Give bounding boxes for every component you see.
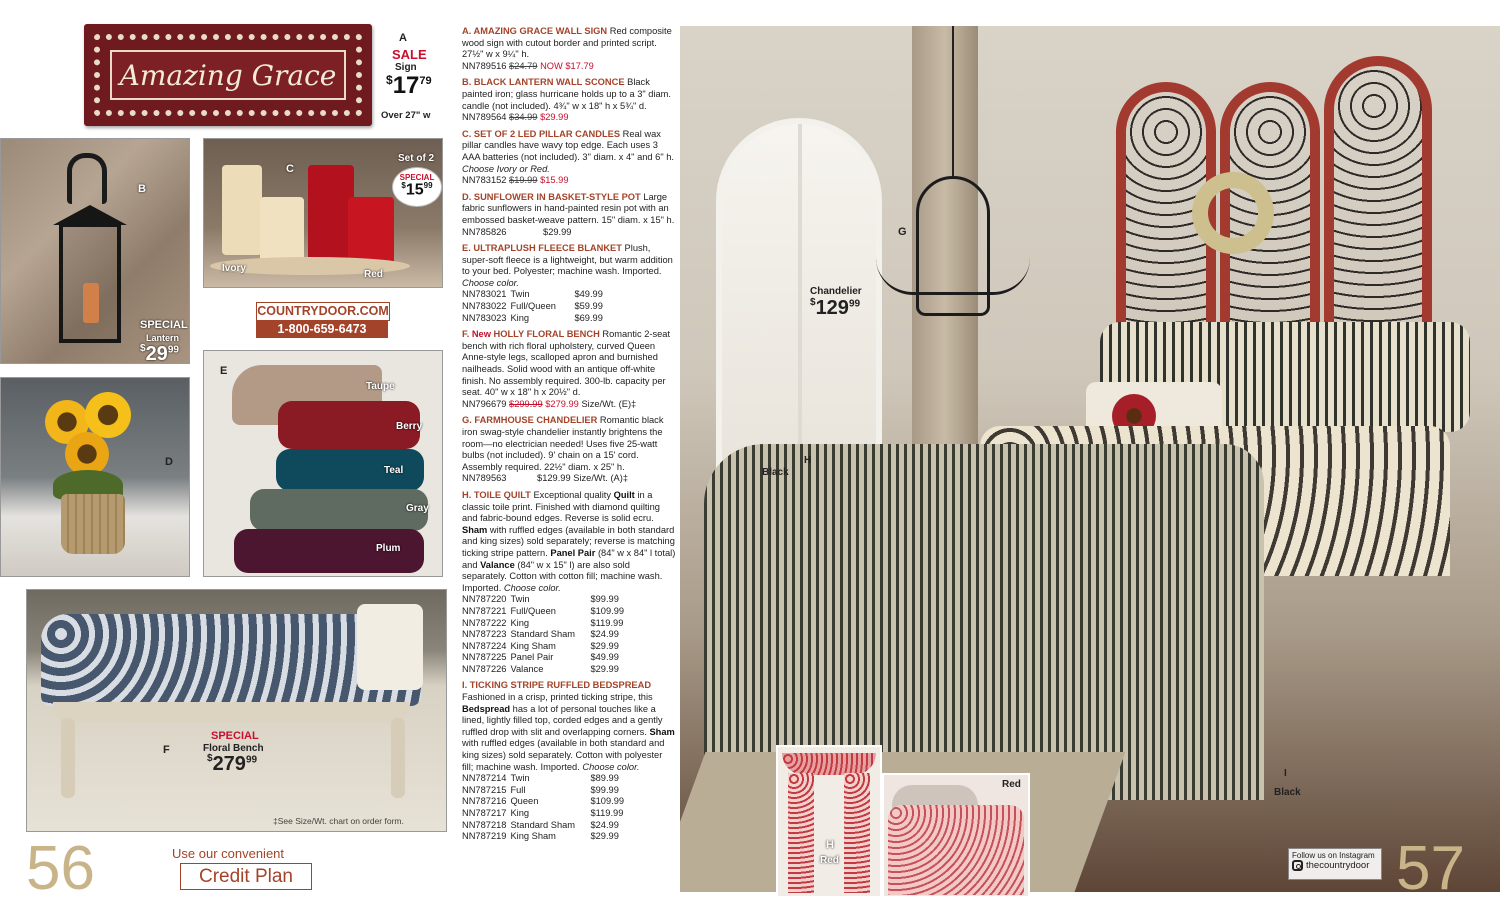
bench-throw (357, 604, 423, 690)
table-row (462, 629, 628, 641)
copy-e-table (462, 289, 607, 324)
copy-h-desc3: with ruffled edges (available in both standard and king sizes) sold separately; reverse is matching ticking stripe pattern. (462, 524, 675, 558)
credit-plan-button[interactable] (180, 863, 312, 890)
size-cell: Twin (510, 289, 530, 300)
sign-script-text: Amazing Grace (119, 58, 337, 92)
red-bedding-inset-photo (882, 773, 1030, 898)
copy-f-new: New (471, 329, 491, 340)
letter-c: C (286, 163, 294, 175)
size-cell: Full (510, 784, 526, 795)
sign-price-dollars: 17 (392, 72, 420, 99)
table-row (462, 808, 628, 820)
bench-price (207, 754, 257, 774)
candle-red-short (348, 197, 394, 267)
table-row (462, 773, 628, 785)
size-cell: King (510, 617, 530, 628)
copy-item-g (462, 415, 676, 485)
sku-cell: NN787215 (462, 784, 507, 795)
price-cell: $109.99 (590, 605, 625, 616)
copy-item-f (462, 329, 676, 410)
copy-g-sizewt: Size/Wt. (A)‡ (573, 473, 629, 484)
copy-f-desc: Romantic 2-seat bench with rich floral upholstery, curved Queen Anne-style legs, scalloped apron and burnished nailheads. Solid wood with an antique off-white finish. No assembly required. 300-lb. capacity per seat. 40" w x 18" h x 20½" d. (462, 329, 671, 398)
copy-i-sham: Sham (649, 726, 675, 737)
bench-price-dollar: $ (207, 753, 213, 764)
lantern-body (59, 223, 121, 343)
chandelier-chain (952, 26, 954, 176)
copy-f-sku: NN796679 (462, 398, 507, 409)
blanket-color-teal: Teal (384, 465, 404, 476)
red-bed-spread (888, 805, 1024, 895)
copy-item-h (462, 490, 676, 676)
sku-cell: NN787225 (462, 652, 507, 663)
copy-e-choose: Choose color. (462, 277, 520, 288)
copy-c-old: $19.99 (509, 175, 538, 186)
sku-cell: NN783022 (462, 301, 507, 312)
candles-price-dollar: $ (401, 181, 406, 190)
blanket-color-gray: Gray (406, 503, 429, 514)
sku-cell: NN787223 (462, 629, 507, 640)
table-row (462, 313, 607, 325)
lantern-bracket (67, 153, 107, 204)
lantern-price-dollars: 29 (145, 343, 168, 364)
price-cell: $119.99 (590, 808, 624, 818)
instagram-line: Follow us on Instagram (1292, 851, 1375, 860)
sign-inner-panel (110, 50, 346, 100)
copy-h-title: H. TOILE QUILT (462, 489, 531, 500)
copy-h-desc4: (84" w x 84" l total) and (462, 547, 676, 570)
sign-price-dollar: $ (386, 73, 393, 87)
curtain-color-red: Red (820, 855, 839, 866)
copy-d-sku: NN785826 (462, 226, 507, 237)
price-cell: $59.99 (574, 301, 603, 312)
curtain-right-panel (844, 773, 870, 893)
copy-h-quilt: Quilt (613, 489, 635, 500)
candle-ivory-tall (222, 165, 262, 255)
floral-wreath (1192, 172, 1274, 254)
copy-h-choose: Choose color. (503, 582, 561, 593)
bench-leg-1 (61, 718, 75, 798)
size-cell: King Sham (510, 831, 556, 842)
copy-h-desc5: (84" w x 15" l) are also sold separately. Cotton with cotton fill; machine wash. Imported. (462, 559, 663, 593)
copy-d-title: D. SUNFLOWER IN BASKET-STYLE POT (462, 191, 641, 202)
chandelier-price-dollars: 129 (815, 297, 849, 319)
catalog-copy (462, 26, 676, 848)
letter-g: G (898, 226, 907, 238)
copy-b-desc: Black painted iron; glass hurricane holds up to a 3" diam. candle (not included). 4¾" w x 18" h x 5¾" d. (462, 77, 671, 111)
lantern-photo (0, 138, 190, 364)
candles-ivory: Ivory (222, 263, 246, 274)
copy-i-desc2: has a lot of personal touches like a lined, lightly filled top, corded edges and a gently ruffled drop with slit and overlapping corners. (462, 703, 663, 737)
copy-a-title: A. AMAZING GRACE WALL SIGN (462, 26, 608, 36)
copy-i-desc3: with ruffled edges (available in both standard and king sizes) sold separately. Cotton with polyester fill; machine wash. Imported. (462, 738, 665, 772)
size-cell: Twin (510, 594, 530, 605)
letter-d: D (165, 456, 173, 468)
headboard-panel-3 (1324, 56, 1432, 356)
price-cell: $49.99 (574, 289, 603, 300)
table-row (462, 641, 628, 653)
bedding-color-red: Red (1002, 779, 1021, 790)
chandelier-price (810, 298, 860, 318)
copy-item-i (462, 680, 676, 842)
window-mullion (798, 124, 802, 492)
size-chart-note: ‡See Size/Wt. chart on order form. (273, 816, 404, 826)
copy-i-desc1: Fashioned in a crisp, printed ticking stripe, this (462, 692, 653, 703)
copy-item-d (462, 192, 676, 238)
size-cell: Valance (510, 663, 544, 674)
candles-price (393, 182, 441, 198)
table-row (462, 594, 628, 606)
copy-c-title: C. SET OF 2 LED PILLAR CANDLES (462, 128, 621, 139)
sku-cell: NN787216 (462, 796, 507, 807)
lantern-price-cents: 99 (167, 344, 179, 356)
price-cell: $24.99 (590, 629, 619, 640)
copy-h-valance: Valance (480, 559, 515, 570)
lantern-price-dollar: $ (140, 343, 146, 354)
lantern-sub: Lantern (146, 333, 180, 343)
sku-cell: NN787219 (462, 831, 507, 842)
blanket-color-taupe: Taupe (366, 381, 395, 392)
copy-i-choose: Choose color. (582, 761, 640, 772)
letter-b: B (138, 183, 146, 195)
copy-a-now: NOW $17.79 (540, 60, 594, 71)
bench-sub: Floral Bench (203, 743, 264, 754)
letter-e: E (220, 365, 228, 377)
sku-cell: NN783023 (462, 312, 507, 323)
copy-b-now: $29.99 (540, 112, 569, 123)
price-cell: $29.99 (590, 640, 619, 651)
letter-i: I (1284, 768, 1287, 779)
table-row (462, 831, 628, 843)
price-cell: $24.99 (590, 819, 619, 830)
sku-cell: NN787222 (462, 617, 507, 628)
size-cell: King (510, 808, 530, 818)
copy-d-price: $29.99 (543, 226, 572, 237)
size-cell: King Sham (510, 640, 556, 651)
instagram-icon-lens (1296, 864, 1301, 869)
bench-special: SPECIAL (211, 730, 259, 742)
copy-item-c (462, 129, 676, 187)
copy-a-old: $24.79 (509, 60, 538, 71)
price-cell: $99.99 (590, 784, 619, 795)
copy-h-sham: Sham (462, 524, 488, 535)
size-cell: Twin (510, 773, 530, 784)
sku-cell: NN787226 (462, 663, 507, 674)
sale-label: SALE (392, 47, 427, 62)
sign-word: Sign (395, 62, 417, 73)
website-banner[interactable] (256, 302, 390, 321)
sunflower-2 (85, 392, 131, 438)
table-row (462, 796, 628, 808)
chandelier-cage (916, 176, 990, 316)
table-row (462, 785, 628, 797)
candles-price-cents: 99 (423, 181, 433, 190)
copy-f-prefix: F. (462, 329, 470, 340)
page-number-left: 56 (26, 834, 95, 903)
candles-photo (203, 138, 443, 288)
bench-price-dollars: 279 (212, 753, 246, 775)
bench-price-cents: 99 (245, 754, 258, 766)
copy-item-b (462, 77, 676, 123)
copy-h-panel: Panel Pair (550, 547, 596, 558)
table-row (462, 289, 607, 301)
candles-price-dollars: 15 (405, 181, 424, 199)
table-row (462, 664, 628, 676)
copy-h-desc1: Exceptional quality (533, 489, 611, 500)
phone-banner[interactable] (256, 320, 388, 338)
sku-cell: NN787220 (462, 594, 507, 605)
size-cell: Standard Sham (510, 629, 576, 640)
credit-plan-text: Credit Plan (199, 866, 293, 887)
chandelier-arms (876, 258, 1030, 295)
copy-c-sku: NN783152 (462, 175, 507, 186)
price-cell: $29.99 (590, 831, 619, 842)
table-row (462, 652, 628, 664)
instagram-box[interactable] (1288, 848, 1382, 880)
sku-cell: NN787214 (462, 773, 507, 784)
size-cell: Full/Queen (510, 301, 556, 312)
curtain-valance (782, 753, 876, 775)
instagram-handle: thecountrydoor (1306, 860, 1370, 871)
sku-cell: NN787224 (462, 640, 507, 651)
copy-a-sku: NN789516 (462, 60, 507, 71)
copy-c-choose: Choose Ivory or Red. (462, 163, 550, 174)
size-cell: Full/Queen (510, 605, 556, 616)
table-row (462, 618, 628, 630)
sign-price (386, 74, 432, 98)
copy-a-desc: Red composite wood sign with cutout border and printed script. 27½" w x 9¼" h. (462, 26, 672, 60)
sku-cell: NN787217 (462, 808, 507, 818)
copy-i-bedspread: Bedspread (462, 703, 511, 714)
credit-line: Use our convenient (172, 846, 285, 861)
instagram-icon (1292, 860, 1303, 871)
bedspread-color-black: Black (1274, 787, 1301, 798)
letter-f: F (163, 744, 170, 756)
lantern-special: SPECIAL (140, 319, 188, 331)
copy-h-table (462, 594, 628, 675)
lantern-roof (53, 205, 127, 225)
blanket-color-plum: Plum (376, 543, 401, 554)
chandelier-price-dollar: $ (810, 297, 816, 308)
letter-h-inset: H (826, 839, 834, 851)
copy-g-price: $129.99 (537, 473, 571, 484)
copy-b-sku: NN789564 (462, 112, 507, 123)
sku-cell: NN787221 (462, 605, 507, 616)
candles-red: Red (364, 269, 383, 280)
size-cell: King (510, 312, 530, 323)
copy-b-old: $34.99 (509, 112, 538, 123)
copy-e-desc: Plush, super-soft fleece is a lightweight, but warm addition to your bed. Polyester; machine wash. Imported. (462, 243, 673, 277)
copy-d-desc: Large fabric sunflowers in hand-painted resin pot with an embossed basket-weave pattern. 15" diam. x 15" h. (462, 191, 675, 225)
amazing-grace-sign (84, 24, 372, 126)
price-cell: $99.99 (590, 594, 619, 605)
letter-a: A (399, 32, 407, 44)
copy-e-title: E. ULTRAPLUSH FLEECE BLANKET (462, 243, 622, 254)
size-cell: Panel Pair (510, 652, 554, 663)
sku-cell: NN783021 (462, 289, 507, 300)
copy-b-title: B. BLACK LANTERN WALL SCONCE (462, 77, 625, 88)
bench-photo (26, 589, 447, 832)
blanket-photo (203, 350, 443, 577)
copy-c-now: $15.99 (540, 175, 569, 186)
curtain-left-panel (788, 773, 814, 893)
phone-text: 1-800-659-6473 (277, 322, 367, 336)
price-cell: $29.99 (590, 663, 619, 674)
copy-f-title: HOLLY FLORAL BENCH (493, 329, 600, 340)
lantern-candle (83, 283, 99, 323)
letter-h-bedroom: H (804, 455, 812, 466)
price-cell: $109.99 (590, 796, 625, 807)
copy-c-desc: Real wax pillar candles have wavy top edge. Each uses 3 AAA batteries (not included). 3" diam. x 4" and 6" h. (462, 128, 674, 162)
candles-special-badge (392, 167, 442, 207)
table-row (462, 820, 628, 832)
instagram-handle-row (1289, 860, 1381, 871)
size-cell: Queen (510, 796, 539, 807)
copy-i-title: I. TICKING STRIPE RUFFLED BEDSPREAD (462, 680, 652, 691)
table-row (462, 606, 628, 618)
blanket-color-berry: Berry (396, 421, 423, 432)
copy-i-table (462, 773, 628, 843)
copy-g-title: G. FARMHOUSE CHANDELIER (462, 415, 598, 426)
chandelier-price-cents: 99 (848, 298, 861, 310)
chandelier-label: Chandelier (810, 286, 862, 297)
candle-ivory-short (260, 197, 304, 263)
copy-g-desc: Romantic black iron swag-style chandelier instantly brightens the room—no electrician needed! Uses five 25-watt bulbs (not included). 9' chain on a 15' cord. Assembly required. 22½" diam. x 25" h. (462, 415, 664, 472)
price-cell: $69.99 (574, 312, 603, 323)
quilt-color-black: Black (762, 467, 789, 478)
size-cell: Standard Sham (510, 819, 576, 830)
candles-set: Set of 2 (398, 153, 435, 164)
copy-f-sizewt: Size/Wt. (E)‡ (581, 398, 637, 409)
bench-leg-2 (391, 718, 405, 798)
bench-apron (53, 702, 409, 722)
blanket-gray (250, 489, 428, 531)
price-cell: $89.99 (590, 773, 619, 784)
copy-f-old: $299.99 (509, 398, 543, 409)
basket-pot (61, 494, 125, 554)
candles-special: SPECIAL (399, 173, 435, 182)
sign-size: Over 27" w (381, 110, 431, 121)
curtain-inset-photo (776, 745, 882, 898)
copy-h-desc2: in a classic toile print. Finished with diamond quilting and fabric-bound edges. Reverse is solid ecru. (462, 489, 660, 524)
website-text: COUNTRYDOOR.COM (257, 304, 389, 318)
lantern-price (140, 344, 179, 364)
copy-g-sku: NN789563 (462, 473, 507, 484)
copy-item-a (462, 26, 676, 72)
sunflower-photo (0, 377, 190, 577)
sku-cell: NN787218 (462, 819, 507, 830)
copy-item-e (462, 243, 676, 324)
table-row (462, 301, 607, 313)
copy-f-now: $279.99 (545, 398, 579, 409)
page-number-right: 57 (1396, 834, 1465, 903)
price-cell: $119.99 (590, 617, 624, 628)
sign-price-cents: 79 (419, 75, 432, 87)
price-cell: $49.99 (590, 652, 619, 663)
